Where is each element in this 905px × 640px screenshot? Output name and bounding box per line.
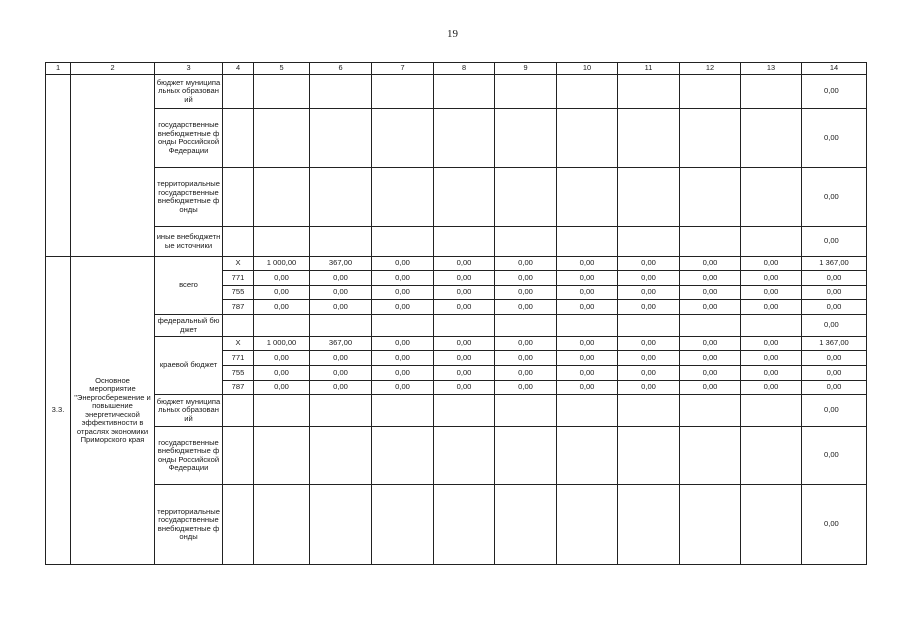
value-cell: 0,00 <box>495 286 557 300</box>
value-cell: 0,00 <box>434 300 495 315</box>
value-cell: 0,00 <box>680 271 741 286</box>
value-cell: 0,00 <box>310 271 372 286</box>
empty-cell <box>557 75 618 109</box>
empty-cell <box>310 227 372 257</box>
value-cell: 0,00 <box>434 286 495 300</box>
value-cell: 0,00 <box>254 351 310 366</box>
empty-cell <box>434 168 495 227</box>
value-cell: 0,00 <box>741 351 802 366</box>
empty-cell <box>680 227 741 257</box>
value-cell: 0,00 <box>310 300 372 315</box>
column-number: 9 <box>495 63 557 75</box>
value-cell: 0,00 <box>802 351 867 366</box>
empty-cell <box>618 109 680 168</box>
value-cell: 0,00 <box>618 257 680 271</box>
total-cell: 0,00 <box>802 315 867 337</box>
empty-cell <box>680 109 741 168</box>
total-cell: 0,00 <box>802 485 867 565</box>
source-label: краевой бюджет <box>155 337 223 395</box>
column-number: 5 <box>254 63 310 75</box>
empty-cell <box>741 75 802 109</box>
table-row <box>46 485 867 565</box>
empty-cell <box>223 75 254 109</box>
table-row <box>46 257 867 271</box>
source-label: территориальные государственные внебюджетные фонды <box>155 168 223 227</box>
column-number: 1 <box>46 63 71 75</box>
value-cell: 0,00 <box>680 366 741 381</box>
total-cell: 0,00 <box>802 427 867 485</box>
value-cell: 0,00 <box>254 366 310 381</box>
empty-cell <box>618 168 680 227</box>
value-cell: 0,00 <box>254 286 310 300</box>
column-number: 2 <box>71 63 155 75</box>
value-cell: 0,00 <box>741 286 802 300</box>
source-label: федеральный бюджет <box>155 315 223 337</box>
column-number: 10 <box>557 63 618 75</box>
cell-empty <box>71 75 155 257</box>
empty-cell <box>618 315 680 337</box>
empty-cell <box>372 75 434 109</box>
total-cell: 0,00 <box>802 395 867 427</box>
empty-cell <box>495 315 557 337</box>
empty-cell <box>372 485 434 565</box>
empty-cell <box>372 227 434 257</box>
value-cell: 0,00 <box>680 257 741 271</box>
code-cell: 771 <box>223 271 254 286</box>
column-number: 12 <box>680 63 741 75</box>
value-cell: 0,00 <box>618 300 680 315</box>
value-cell: 0,00 <box>802 300 867 315</box>
empty-cell <box>741 227 802 257</box>
empty-cell <box>680 168 741 227</box>
value-cell: 0,00 <box>434 351 495 366</box>
value-cell: 0,00 <box>372 337 434 351</box>
value-cell: 0,00 <box>254 381 310 395</box>
empty-cell <box>372 168 434 227</box>
empty-cell <box>741 315 802 337</box>
column-number: 8 <box>434 63 495 75</box>
value-cell: 0,00 <box>557 337 618 351</box>
empty-cell <box>223 109 254 168</box>
empty-cell <box>618 75 680 109</box>
value-cell: 0,00 <box>434 271 495 286</box>
value-cell: 0,00 <box>802 271 867 286</box>
value-cell: 0,00 <box>372 366 434 381</box>
empty-cell <box>618 427 680 485</box>
column-number: 14 <box>802 63 867 75</box>
empty-cell <box>495 168 557 227</box>
empty-cell <box>680 485 741 565</box>
empty-cell <box>434 315 495 337</box>
value-cell: 0,00 <box>372 257 434 271</box>
empty-cell <box>254 75 310 109</box>
total-cell: 0,00 <box>802 109 867 168</box>
value-cell: 0,00 <box>557 366 618 381</box>
value-cell: 0,00 <box>741 366 802 381</box>
empty-cell <box>557 109 618 168</box>
empty-cell <box>495 227 557 257</box>
value-cell: 367,00 <box>310 337 372 351</box>
column-number: 7 <box>372 63 434 75</box>
value-cell: 0,00 <box>557 286 618 300</box>
empty-cell <box>223 395 254 427</box>
source-label: государственные внебюджетные фонды Российской Федерации <box>155 427 223 485</box>
code-cell: 787 <box>223 300 254 315</box>
value-cell: 0,00 <box>434 381 495 395</box>
value-cell: 0,00 <box>680 337 741 351</box>
source-label: территориальные государственные внебюджетные фонды <box>155 485 223 565</box>
value-cell: 0,00 <box>372 300 434 315</box>
value-cell: 0,00 <box>372 381 434 395</box>
empty-cell <box>495 75 557 109</box>
value-cell: 0,00 <box>557 381 618 395</box>
column-numbers-row <box>46 63 867 75</box>
empty-cell <box>372 315 434 337</box>
value-cell: 0,00 <box>741 271 802 286</box>
value-cell: 0,00 <box>802 381 867 395</box>
table-row <box>46 227 867 257</box>
empty-cell <box>434 75 495 109</box>
value-cell: 0,00 <box>495 381 557 395</box>
empty-cell <box>254 168 310 227</box>
source-label: бюджет муниципальных образований <box>155 395 223 427</box>
value-cell: 0,00 <box>254 271 310 286</box>
empty-cell <box>223 315 254 337</box>
value-cell: 0,00 <box>557 257 618 271</box>
total-cell: 0,00 <box>802 227 867 257</box>
value-cell: 0,00 <box>557 300 618 315</box>
empty-cell <box>254 485 310 565</box>
source-label: всего <box>155 257 223 315</box>
empty-cell <box>310 315 372 337</box>
table-row <box>46 395 867 427</box>
value-cell: 0,00 <box>618 337 680 351</box>
value-cell: 0,00 <box>495 366 557 381</box>
value-cell: 0,00 <box>618 351 680 366</box>
empty-cell <box>741 168 802 227</box>
value-cell: 0,00 <box>310 381 372 395</box>
measure-name: Основное мероприятие "Энергосбережение и повышение энергетической эффективности в отраслях экономики Приморского края <box>71 257 155 565</box>
empty-cell <box>310 75 372 109</box>
empty-cell <box>741 109 802 168</box>
empty-cell <box>310 485 372 565</box>
value-cell: 1 000,00 <box>254 257 310 271</box>
empty-cell <box>310 395 372 427</box>
value-cell: 0,00 <box>434 257 495 271</box>
column-number: 13 <box>741 63 802 75</box>
empty-cell <box>254 427 310 485</box>
empty-cell <box>254 315 310 337</box>
empty-cell <box>557 315 618 337</box>
value-cell: 0,00 <box>495 337 557 351</box>
value-cell: 0,00 <box>495 271 557 286</box>
empty-cell <box>557 168 618 227</box>
empty-cell <box>434 427 495 485</box>
empty-cell <box>434 109 495 168</box>
page-number: 19 <box>447 28 458 40</box>
budget-table <box>45 62 867 565</box>
value-cell: 1 000,00 <box>254 337 310 351</box>
value-cell: 0,00 <box>495 300 557 315</box>
empty-cell <box>223 168 254 227</box>
value-cell: 0,00 <box>495 351 557 366</box>
empty-cell <box>434 485 495 565</box>
empty-cell <box>741 485 802 565</box>
empty-cell <box>618 485 680 565</box>
value-cell: 0,00 <box>310 366 372 381</box>
empty-cell <box>741 427 802 485</box>
value-cell: 0,00 <box>495 257 557 271</box>
empty-cell <box>310 168 372 227</box>
value-cell: 0,00 <box>254 300 310 315</box>
code-cell: 787 <box>223 381 254 395</box>
empty-cell <box>680 427 741 485</box>
empty-cell <box>372 395 434 427</box>
value-cell: 1 367,00 <box>802 257 867 271</box>
source-label: государственные внебюджетные фонды Российской Федерации <box>155 109 223 168</box>
value-cell: 0,00 <box>434 366 495 381</box>
empty-cell <box>680 75 741 109</box>
code-cell: 755 <box>223 366 254 381</box>
empty-cell <box>618 395 680 427</box>
empty-cell <box>223 427 254 485</box>
source-label: бюджет муниципальных образований <box>155 75 223 109</box>
value-cell: 0,00 <box>372 271 434 286</box>
code-cell: 771 <box>223 351 254 366</box>
empty-cell <box>254 227 310 257</box>
table-row <box>46 427 867 485</box>
empty-cell <box>741 395 802 427</box>
empty-cell <box>557 485 618 565</box>
empty-cell <box>223 485 254 565</box>
value-cell: 0,00 <box>618 366 680 381</box>
empty-cell <box>254 109 310 168</box>
value-cell: 0,00 <box>680 286 741 300</box>
empty-cell <box>495 485 557 565</box>
value-cell: 0,00 <box>372 351 434 366</box>
empty-cell <box>618 227 680 257</box>
empty-cell <box>495 109 557 168</box>
value-cell: 0,00 <box>802 286 867 300</box>
empty-cell <box>310 109 372 168</box>
table-row <box>46 337 867 351</box>
empty-cell <box>557 227 618 257</box>
value-cell: 0,00 <box>741 337 802 351</box>
empty-cell <box>254 395 310 427</box>
code-cell: 755 <box>223 286 254 300</box>
empty-cell <box>372 427 434 485</box>
value-cell: 0,00 <box>680 381 741 395</box>
value-cell: 0,00 <box>618 286 680 300</box>
value-cell: 0,00 <box>741 257 802 271</box>
empty-cell <box>557 427 618 485</box>
cell-empty <box>46 75 71 257</box>
empty-cell <box>310 427 372 485</box>
value-cell: 0,00 <box>557 271 618 286</box>
value-cell: 367,00 <box>310 257 372 271</box>
value-cell: 1 367,00 <box>802 337 867 351</box>
column-number: 6 <box>310 63 372 75</box>
table-row <box>46 168 867 227</box>
value-cell: 0,00 <box>680 351 741 366</box>
value-cell: 0,00 <box>741 381 802 395</box>
table-row <box>46 315 867 337</box>
empty-cell <box>372 109 434 168</box>
empty-cell <box>223 227 254 257</box>
value-cell: 0,00 <box>372 286 434 300</box>
column-number: 11 <box>618 63 680 75</box>
code-cell: X <box>223 257 254 271</box>
empty-cell <box>434 395 495 427</box>
empty-cell <box>495 395 557 427</box>
code-cell: X <box>223 337 254 351</box>
value-cell: 0,00 <box>618 271 680 286</box>
value-cell: 0,00 <box>310 286 372 300</box>
value-cell: 0,00 <box>618 381 680 395</box>
total-cell: 0,00 <box>802 168 867 227</box>
empty-cell <box>680 315 741 337</box>
column-number: 4 <box>223 63 254 75</box>
empty-cell <box>680 395 741 427</box>
value-cell: 0,00 <box>434 337 495 351</box>
empty-cell <box>434 227 495 257</box>
item-number: 3.3. <box>46 257 71 565</box>
value-cell: 0,00 <box>802 366 867 381</box>
column-number: 3 <box>155 63 223 75</box>
empty-cell <box>495 427 557 485</box>
value-cell: 0,00 <box>310 351 372 366</box>
table-row <box>46 109 867 168</box>
table-row <box>46 75 867 109</box>
value-cell: 0,00 <box>680 300 741 315</box>
empty-cell <box>557 395 618 427</box>
source-label: иные внебюджетные источники <box>155 227 223 257</box>
value-cell: 0,00 <box>741 300 802 315</box>
total-cell: 0,00 <box>802 75 867 109</box>
value-cell: 0,00 <box>557 351 618 366</box>
